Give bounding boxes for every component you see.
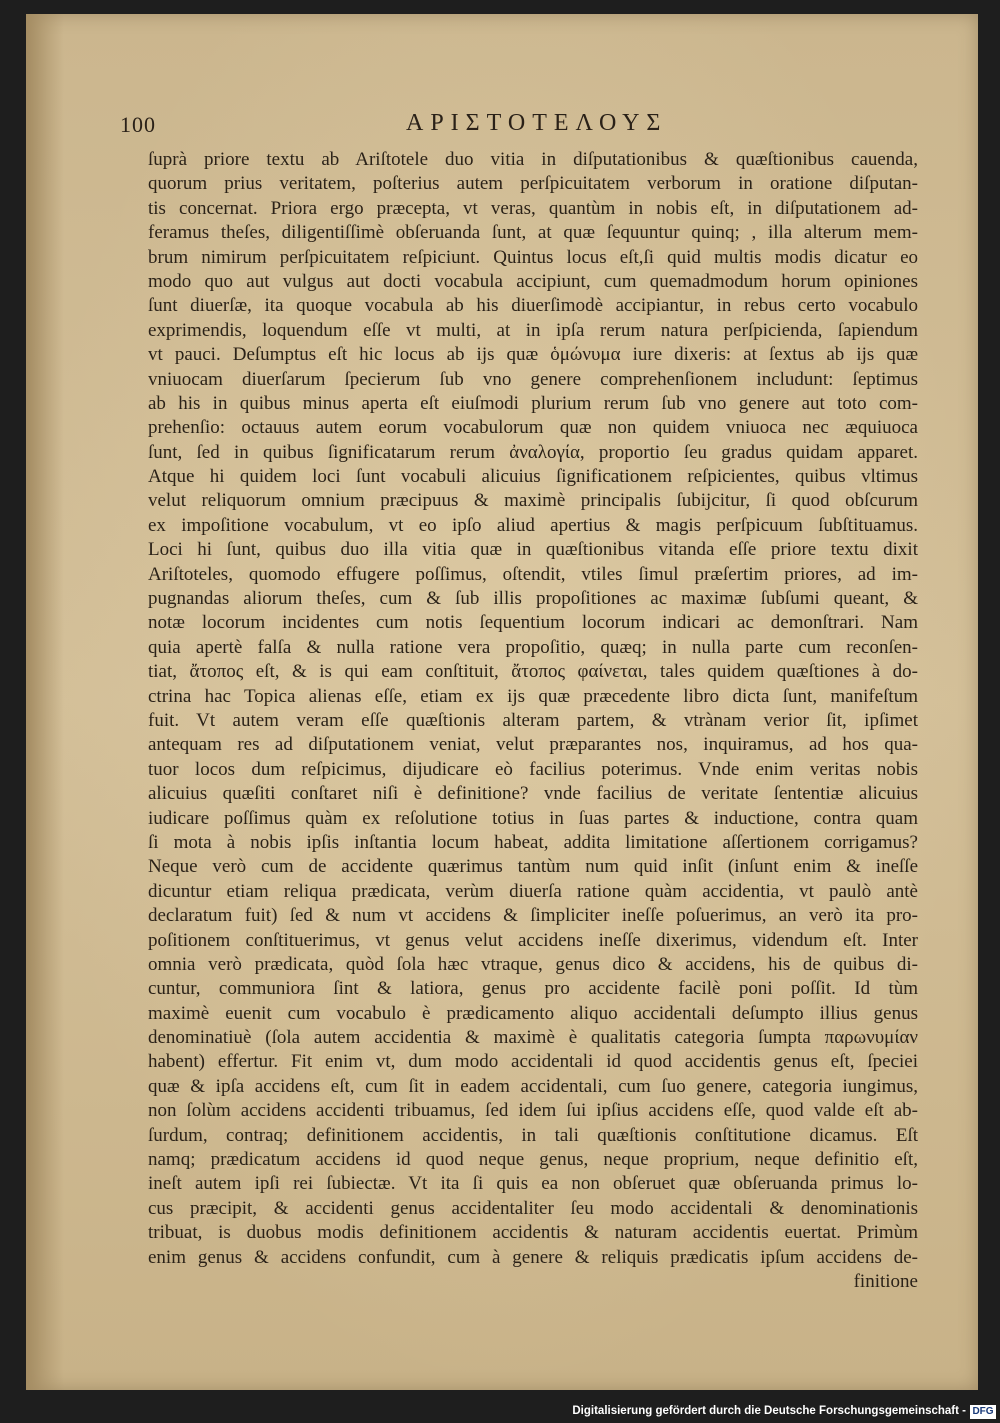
text-line: tuor locos dum reſpicimus, dijudicare eò facilius poterimus. Vnde enim veritas nobis — [148, 758, 918, 780]
text-line: cus præcipit, & accidenti genus accidentaliter ſeu modo accidentali & denominationis — [148, 1197, 918, 1219]
text-line: ab his in quibus minus aperta eſt eiuſmodi plurium rerum ſub vno genere aut toto com- — [148, 392, 918, 414]
text-line: velut reliquorum omnium præcipuus & maximè principalis ſubijcitur, ſi quod obſcurum — [148, 490, 918, 512]
text-line: ſi mota à nobis ipſis inſtantia locum habeat, addita limitatione aſſertionem corrigamus? — [148, 831, 918, 853]
text-line: ſurdum, contraq; definitionem accidentis, in tali quæſtionis conſtitutione dicamus. Eſt — [148, 1124, 918, 1146]
text-line: iudicare poſſimus quàm ex reſolutione totius in ſuas partes & inductione, contra quam — [148, 807, 918, 829]
text-line: modo quo aut vulgus aut docti vocabula accipiunt, cum quemadmodum horum opiniones — [148, 270, 918, 292]
text-line: ſunt diuerſæ, ita quoque vocabula ab his diuerſimodè accipiantur, in rebus certo vocabulo — [148, 295, 918, 317]
page-gutter-shadow — [26, 14, 64, 1390]
text-line: ctrina hac Topica alienas eſſe, etiam ex ijs quæ præcedente libro dicta ſunt, manifeſtum — [148, 685, 918, 707]
page-header — [120, 98, 920, 138]
text-line: non ſolùm accidens accidenti tribuamus, ſed idem ſui ipſius accidens eſſe, quod valde eſt ab- — [148, 1100, 918, 1122]
text-line: vniuocam diuerſarum ſpecierum ſub vno genere comprehenſionem includunt: ſeptimus — [148, 368, 918, 390]
text-line: tis concernat. Priora ergo præcepta, vt veras, quantùm in nobis eſt, in diſputationem ad- — [148, 197, 918, 219]
text-line: omnia verò prædicata, quòd ſola hæc vtraque, genus dico & accidens, his de quibus di- — [148, 953, 918, 975]
text-line: tiat, ἄτοπος eſt, & is qui eam conſtituit, ἄτοπος φαίνεται, tales quidem quæſtiones à do- — [148, 661, 918, 683]
page-number: 100 — [120, 112, 156, 137]
body-text — [148, 148, 918, 1294]
footer-bar — [0, 1402, 1000, 1423]
running-head: ΑΡΙΣΤΟΤΕΛΟΥΣ — [406, 110, 668, 136]
text-line: ineſt autem ipſi rei ſubiectæ. Vt ita ſi quis ea non obſeruet quæ obſeruanda primus lo- — [148, 1173, 918, 1195]
text-line: brum nimirum perſpicuitatem reſpiciunt. Quintus locus eſt,ſi quid multis modis dicatur eo — [148, 246, 918, 268]
funding-notice: Digitalisierung gefördert durch die Deutsche Forschungsgemeinschaft - — [572, 1405, 966, 1417]
text-line: declaratum fuit) ſed & num vt accidens & ſimpliciter ineſſe poſuerimus, an verò ita pro- — [148, 905, 918, 927]
text-line: namq; prædicatum accidens id quod neque genus, neque proprium, neque definitio eſt, — [148, 1149, 918, 1171]
text-line: exprimendis, loquendum eſſe vt multi, at in ipſa rerum natura perſpicienda, ſapiendum — [148, 319, 918, 341]
text-line: enim genus & accidens confundit, cum à genere & reliquis prædicatis ipſum accidens de- — [148, 1246, 918, 1268]
text-line: Ariſtoteles, quomodo effugere poſſimus, oſtendit, vtiles ſimul præſertim priores, ad im- — [148, 563, 918, 585]
text-line: tribuat, is duobus modis definitionem accidentis & naturam accidentis euertat. Primùm — [148, 1222, 918, 1244]
text-line: quæ & ipſa accidens eſt, cum ſit in eadem accidentali, cum ſuo genere, categoria iungimus, — [148, 1075, 918, 1097]
text-line: cuntur, communiora ſint & latiora, genus pro accidente facilè poni poſſit. Id tùm — [148, 978, 918, 1000]
text-line: pugnandas aliorum theſes, cum & ſub illis propoſitiones ac maximæ ſubſumi queant, & — [148, 588, 918, 610]
text-line: finitione — [853, 1270, 918, 1292]
text-line: dicuntur etiam reliqua prædicata, verùm diuerſa ratione quàm accidentia, vt paulò antè — [148, 880, 918, 902]
text-line: notæ locorum incidentes cum notis ſequentium locorum indicari ac demonſtrari. Nam — [148, 612, 918, 634]
text-line: ex impoſitione vocabulum, vt eo ipſo aliud apertius & magis perſpicuum ſubſtituamus. — [148, 514, 918, 536]
text-line: ſunt, ſed in quibus ſignificatarum rerum ἀναλογία, proportio ſeu gradus quidam apparet. — [148, 441, 918, 463]
text-line: maximè euenit cum vocabulo è prædicamento aliquo accidentali deſumpto illius genus — [148, 1002, 918, 1024]
text-line: fuit. Vt autem veram eſſe quæſtionis alteram partem, & vtrànam verior ſit, ipſimet — [148, 709, 918, 731]
text-line: Loci hi ſunt, quibus duo illa vitia quæ in quæſtionibus vitanda eſſe priore textu dixit — [148, 539, 918, 561]
text-line: denominatiuè (ſola autem accidentia & maximè è qualitatis categoria ſumpta παρωνυμίαν — [148, 1027, 918, 1049]
text-line: ſuprà priore textu ab Ariſtotele duo vitia in diſputationibus & quæſtionibus cauenda, — [148, 149, 918, 170]
text-line: quia apertè falſa & nulla ratione vera propoſitio, quæq; in nulla parte cum reconſen- — [148, 636, 918, 658]
dfg-logo: DFG — [970, 1405, 996, 1419]
text-line: Neque verò cum de accidente quærimus tantùm num quid inſit (inſunt enim & ineſſe — [148, 856, 918, 878]
text-line: antequam res ad diſputationem veniat, velut præparantes nos, inquiramus, ad hos qua- — [148, 734, 918, 756]
text-line: Atque hi quidem loci ſunt vocabuli alicuius ſignificationem reſpicientes, quibus vltimus — [148, 466, 918, 488]
text-line: habent) effertur. Fit enim vt, dum modo accidentali id quod accidentis genus eſt, ſpeciei — [148, 1051, 918, 1073]
text-line: poſitionem conſtituerimus, vt genus velut accidens ineſſe dixerimus, videndum eſt. Inter — [148, 929, 918, 951]
text-line: quorum prius veritatem, poſterius autem perſpicuitatem verborum in oratione diſputan- — [148, 173, 918, 195]
text-line: vt pauci. Deſumptus eſt hic locus ab ijs quæ ὁμώνυμα iure dixeris: at ſextus ab ijs quæ — [148, 344, 918, 366]
text-line: alicuius quæſiti conſtaret niſi è definitione? vnde facilius de veritate ſententiæ alicuius — [148, 783, 918, 805]
text-line: prehenſio: octauus autem eorum vocabulorum quæ non quidem vniuoca nec æquiuoca — [148, 417, 918, 439]
text-line: feramus theſes, diligentiſſimè obſeruanda ſunt, at quæ ſequuntur quinq; , illa alterum mem- — [148, 222, 918, 244]
